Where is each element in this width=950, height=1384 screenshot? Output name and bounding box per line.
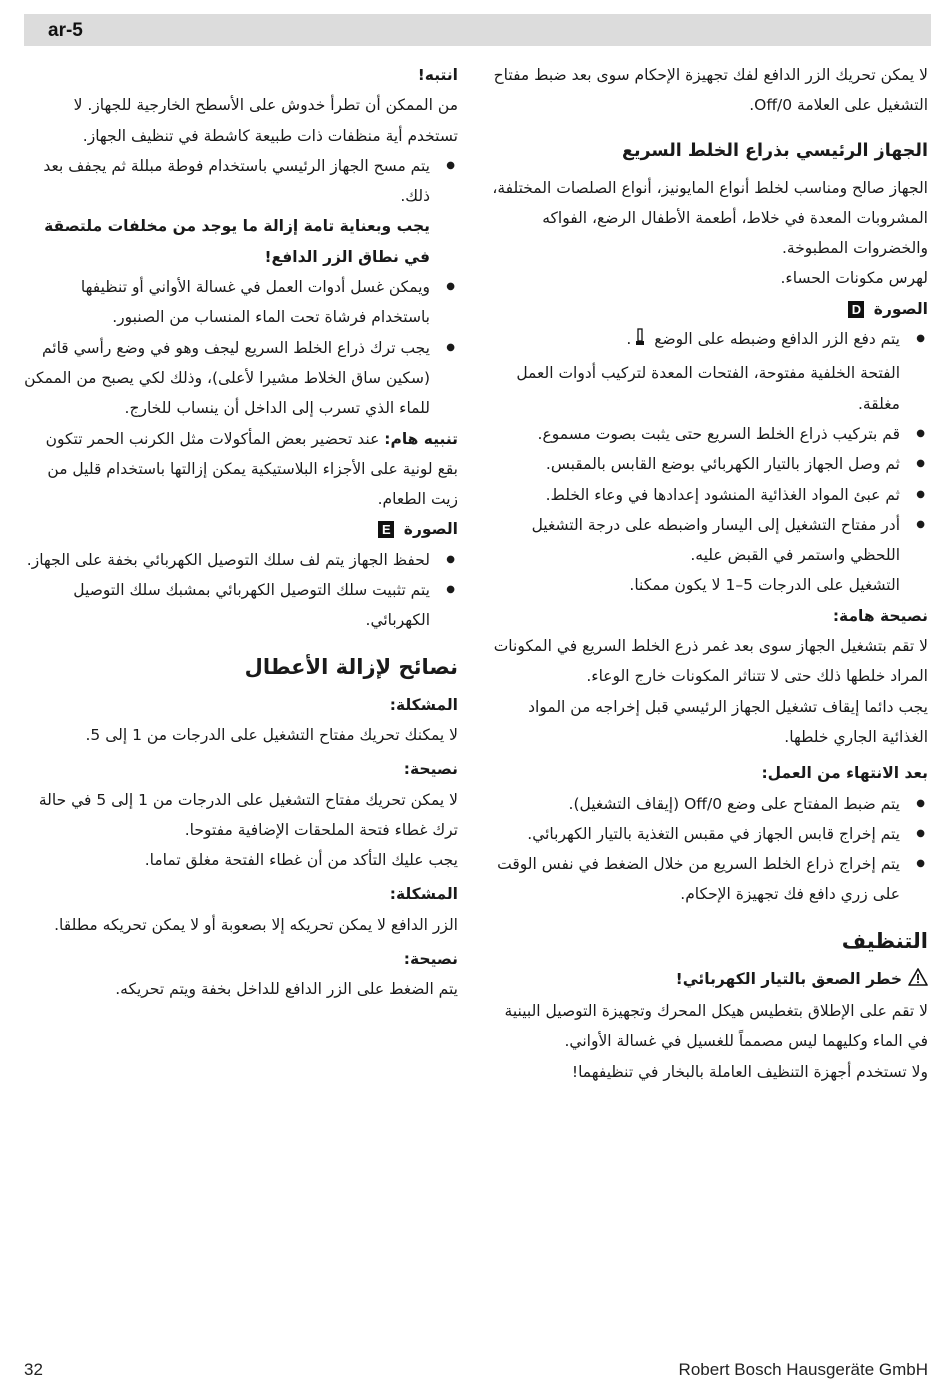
attention-title: انتبه!	[417, 66, 458, 84]
after-work-list	[490, 789, 928, 910]
pusher-position-icon	[634, 328, 646, 358]
cleaning-title: التنظيف	[841, 928, 928, 953]
problem-label: المشكلة:	[389, 885, 458, 904]
figure-e-label: الصورة E	[24, 514, 458, 544]
figure-d-label: الصورة D	[490, 294, 928, 324]
list-item: ● قم بتركيب ذراع الخلط السريع حتى يثبت بصوت مسموع.	[490, 419, 928, 449]
list-item: ● يتم إخراج ذراع الخلط السريع من خلال الضغط في نفس الوقت على زري دافع فك تجهيزة الإحكام.	[490, 849, 928, 910]
header-bar	[24, 14, 931, 46]
intro-paragraph: لا يمكن تحريك الزر الدافع لفك تجهيزة الإحكام سوى بعد ضبط مفتاح التشغيل على العلامة Off/0.	[493, 66, 928, 115]
important-note: تنبيه هام: عند تحضير بعض المأكولات مثل الكرنب الحمر تتكون بقع لونية على الأجزاء البلاستيكية يمكن إزالتها باستخدام قليل من زيت الطعام.	[45, 429, 458, 509]
warning-triangle-icon	[908, 966, 928, 996]
suitability-paragraph: الجهاز صالح ومناسب لخلط أنواع المايونيز، أنواع الصلصات المختلفة، المشروبات المعدة في خلاط، أطعمة الأطفال الرضع، الفواكه والخضروات المطبوخة.	[492, 178, 928, 258]
shock-warning-title: خطر الصعق بالتيار الكهربائي!	[490, 964, 928, 996]
switch-off-paragraph: يجب دائما إيقاف تشغيل الجهاز الرئيسي قبل إخراجه من المواد الغذائية الجاري خلطها.	[528, 697, 928, 746]
usage-steps-list	[490, 324, 928, 601]
advice-text: لا يمكن تحريك مفتاح التشغيل على الدرجات من 1 إلى 5 في حالة ترك غطاء فتحة الملحقات الإضافية مفتوحا.	[38, 790, 458, 839]
important-tip-paragraph: لا تقم بتشغيل الجهاز سوى بعد غمر ذرع الخلط السريع في المكونات المراد خلطها ذلك حتى لا تتناثر المكونات خارج الوعاء.	[493, 637, 928, 686]
shock-paragraph: لا تقم على الإطلاق بتغطيس هيكل المحرك وتجهيزة التوصيل البينية في الماء وكليهما ليس مصمماً للغسيل في غسالة الأواني.	[504, 1002, 928, 1051]
advice-text: يجب عليك التأكد من أن غطاء الفتحة مغلق تماما.	[144, 851, 458, 870]
list-item: ● يتم مسح الجهاز الرئيسي باستخدام فوطة مبللة ثم يجفف بعد ذلك. يجب وبعناية تامة إزالة ما يوجد من مخلفات ملتصقة في نطاق الزر الدافع!	[24, 151, 458, 272]
list-item: ● ثم وصل الجهاز بالتيار الكهربائي بوضع القابس بالمقبس.	[490, 449, 928, 479]
after-work-title: بعد الانتهاء من العمل:	[761, 764, 928, 783]
list-item: ● يتم إخراج قابس الجهاز في مقبس التغذية بالتيار الكهربائي.	[490, 819, 928, 849]
advice-label: نصيحة:	[403, 760, 458, 779]
list-item: ● يجب ترك ذراع الخلط السريع ليجف وهو في وضع رأسي قائم (سكين ساق الخلاط مشيرا لأعلى)، وذلك لكي يصبح من الممكن للماء الذي تسرب إلى الداخل أن ينساب للخارج.	[24, 333, 458, 424]
list-item: ● لحفظ الجهاز يتم لف سلك التوصيل الكهربائي بخفة على الجهاز.	[24, 545, 458, 575]
company-name: Robert Bosch Hausgeräte GmbH	[678, 1360, 928, 1379]
important-tip-title: نصيحة هامة:	[832, 606, 928, 625]
problem-text: الزر الدافع لا يمكن تحريكه إلا بصعوبة أو لا يمكن تحريكه مطلقا.	[54, 915, 458, 934]
cleaning-list	[24, 151, 458, 424]
language-code: ar-5	[48, 20, 83, 41]
list-item: ● يتم تثبيت سلك التوصيل الكهربائي بمشبك سلك التوصيل الكهربائي.	[24, 575, 458, 636]
advice-text: يتم الضغط على الزر الدافع للداخل بخفة ويتم تحريكه.	[115, 980, 458, 999]
right-column	[490, 60, 928, 1087]
list-item: ● أدر مفتاح التشغيل إلى اليسار واضبطه على درجة التشغيل اللحظي واستمر في القبض عليه. التشغيل على الدرجات 5–1 لا يكون ممكنا.	[490, 510, 928, 601]
list-item: ● ثم عبئ المواد الغذائية المنشود إعدادها في وعاء الخلط.	[490, 480, 928, 510]
figure-d-box: D	[848, 301, 864, 318]
soup-paragraph: لهرس مكونات الحساء.	[780, 269, 928, 288]
left-column	[24, 60, 458, 1005]
section-title-main-unit: الجهاز الرئيسي بذراع الخلط السريع	[622, 140, 928, 161]
list-item: ● يتم ضبط المفتاح على وضع Off/0 (إيقاف التشغيل).	[490, 789, 928, 819]
list-item: ● ويمكن غسل أدوات العمل في غسالة الأواني أو تنظيفها باستخدام فرشاة تحت الماء المنساب من الصنبور.	[24, 272, 458, 333]
advice-label: نصيحة:	[403, 950, 458, 969]
list-item: ● يتم دفع الزر الدافع وضبطه على الوضع . الفتحة الخلفية مفتوحة، الفتحات المعدة لتركيب أدوات العمل مغلقة.	[490, 324, 928, 419]
troubleshooting-title: نصائح لإزالة الأعطال	[244, 654, 458, 679]
storage-list	[24, 545, 458, 636]
problem-text: لا يمكنك تحريك مفتاح التشغيل على الدرجات من 1 إلى 5.	[85, 725, 458, 744]
steam-paragraph: ولا تستخدم أجهزة التنظيف العاملة بالبخار في تنظيفهما!	[571, 1062, 928, 1081]
page-number: 32	[24, 1360, 43, 1379]
attention-paragraph: من الممكن أن تطرأ خدوش على الأسطح الخارجية للجهاز. لا تستخدم أية منظفات ذات طبيعة كاشطة في تنظيف الجهاز.	[73, 96, 458, 145]
problem-label: المشكلة:	[389, 695, 458, 714]
figure-e-box: E	[378, 521, 394, 538]
